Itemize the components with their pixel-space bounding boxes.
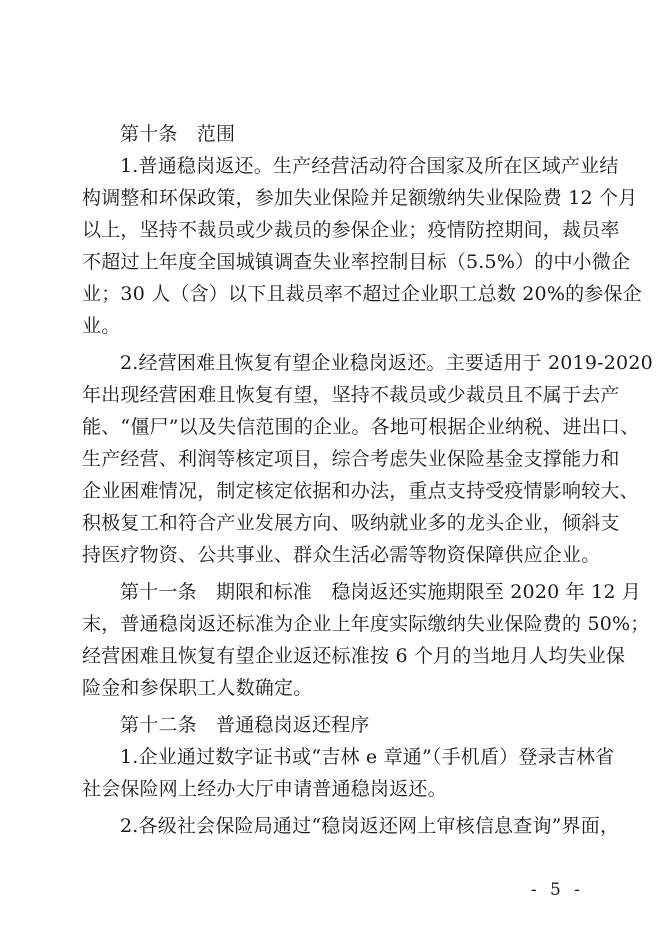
paragraph-line: 业；30 人（含）以下且裁员率不超过企业职工总数 20%的参保企 bbox=[82, 283, 642, 305]
heading-article-11: 第十一条 期限和标准 稳岗返还实施期限至 2020 年 12 月 bbox=[120, 581, 642, 603]
paragraph-line: 经营困难且恢复有望企业返还标准按 6 个月的当地月人均失业保 bbox=[82, 645, 626, 667]
paragraph-line: 持医疗物资、公共事业、群众生活必需等物资保障供应企业。 bbox=[82, 544, 601, 566]
paragraph-line: 末，普通稳岗返还标准为企业上年度实际缴纳失业保险费的 50%； bbox=[82, 613, 650, 635]
paragraph-line: 2.经营困难且恢复有望企业稳岗返还。主要适用于 2019-2020 bbox=[120, 352, 653, 374]
paragraph-line: 1.企业通过数字证书或“吉林 e 章通”（手机盾）登录吉林省 bbox=[120, 746, 615, 768]
paragraph-line: 构调整和环保政策，参加失业保险并足额缴纳失业保险费 12 个月 bbox=[82, 187, 638, 209]
page-number: - 5 - bbox=[530, 880, 584, 900]
paragraph-line: 社会保险网上经办大厅申请普通稳岗返还。 bbox=[82, 778, 447, 800]
paragraph-line: 年出现经营困难且恢复有望，坚持不裁员或少裁员且不属于去产 bbox=[82, 384, 620, 406]
paragraph-line: 企业困难情况，制定核定依据和办法，重点支持受疫情影响较大、 bbox=[82, 480, 639, 502]
paragraph-line: 能、“僵尸”以及失信范围的企业。各地可根据企业纳税、进出口、 bbox=[82, 416, 640, 438]
paragraph-line: 以上，坚持不裁员或少裁员的参保企业；疫情防控期间，裁员率 bbox=[82, 219, 620, 241]
paragraph-line: 业。 bbox=[82, 315, 121, 337]
paragraph-line: 生产经营、利润等核定项目，综合考虑失业保险基金支撑能力和 bbox=[82, 448, 620, 470]
paragraph-line: 不超过上年度全国城镇调查失业率控制目标（5.5%）的中小微企 bbox=[82, 251, 631, 273]
heading-article-12: 第十二条 普通稳岗返还程序 bbox=[120, 714, 370, 736]
paragraph-line: 2.各级社会保险局通过“稳岗返还网上审核信息查询”界面， bbox=[120, 815, 620, 837]
heading-article-10: 第十条 范围 bbox=[120, 123, 236, 145]
paragraph-line: 1.普通稳岗返还。生产经营活动符合国家及所在区域产业结 bbox=[120, 155, 619, 177]
paragraph-line: 积极复工和符合产业发展方向、吸纳就业多的龙头企业，倾斜支 bbox=[82, 512, 620, 534]
paragraph-line: 险金和参保职工人数确定。 bbox=[82, 677, 313, 699]
